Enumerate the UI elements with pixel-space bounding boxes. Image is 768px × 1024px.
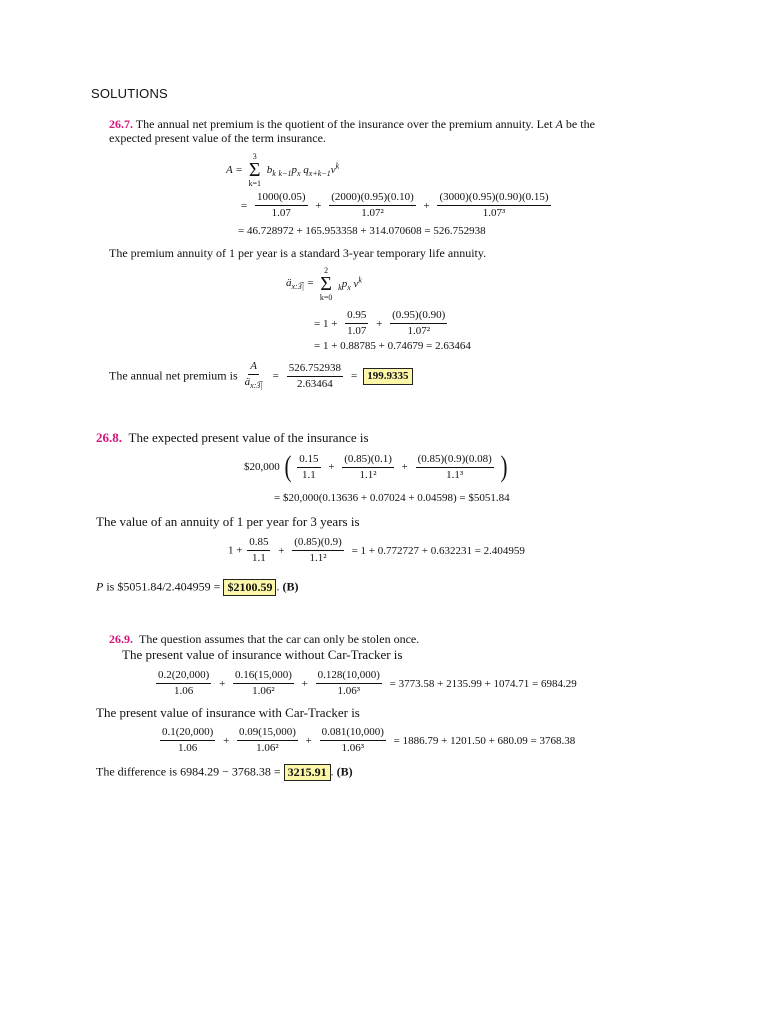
annuity-step1: = 1 + $\frac{0.95}{1.07}$ + $\frac{(0.95)(0.90)}{\text{1.07²}}$	[314, 309, 446, 337]
equation-without-car-tracker: $\frac{0.2(20,000)}{1.06}$ + $\frac{0.16(15,000)}{\text{1.06²}}$ + $\frac{0.128(10,000)}{\text{1.06³}}$ = 3773.58 + 2135.99 + 1074.71 = 6984.29	[158, 669, 577, 697]
intro-text: The annual net premium is the quotient of the insurance over the premium annuity. Let	[135, 117, 556, 131]
annuity-text: The premium annuity of 1 per year is a standard 3-year temporary life annuity.	[109, 246, 487, 260]
result-26-9: The difference is 6984.29 − 3768.38 = 3215.91 . (B)	[96, 764, 353, 779]
equation-26-7-step1: = $\frac{1000(0.05)}{1.07}$ + $\frac{(2000)(0.95)(0.10)}{\text{1.07²}}$ + $\frac{(3000)(0.95)(0.90)(0.15)}{\text{1.07³}}$	[241, 191, 549, 219]
annuity-symbol: $ä_{x:3̅|}$ =	[286, 276, 315, 292]
annuity-text-26-8: The value of an annuity of 1 per year for 3 years is	[96, 514, 360, 529]
lhs: A =	[226, 164, 243, 176]
page-title: SOLUTIONS	[91, 86, 168, 101]
answer-box-26-9: 3215.91	[284, 764, 331, 781]
equation-26-8-step1: $20,000 ( $\frac{0.15}{1.1}$ + $\frac{(0.85)(0.1)}{\text{1.1²}}$ + $\frac{(0.85)(0.9)(0.08)}{\text{1.1³}}$ )	[244, 450, 508, 483]
problem-26-7-intro-line2: expected present value of the term insurance.	[109, 131, 326, 145]
answer-choice: (B)	[282, 579, 299, 594]
summand: $_kp_x$ $v^k$	[338, 275, 362, 293]
annuity-equation-26-8: 1 + $\frac{0.85}{1.1}$ + $\frac{(0.85)(0.9)}{\text{1.1²}}$ = 1 + 0.772727 + 0.632231 = 2.404959	[228, 536, 525, 564]
problem-number: 26.8.	[96, 430, 122, 445]
problem-26-7-intro-line1	[109, 117, 595, 132]
summation-formula-a	[226, 152, 339, 188]
problem-26-9-intro-line1	[109, 632, 419, 647]
sum-operator: 3 Σ k=1	[248, 152, 261, 188]
equation-26-8-step2: = $20,000(0.13636 + 0.07024 + 0.04598) = $5051.84	[274, 492, 510, 504]
premium-result: The annual net premium is $\frac{A}{ä_{x:3̅|}}$ = $\frac{526.752938}{2.63464}$ = 199.9335	[109, 360, 413, 392]
annuity-summation	[286, 266, 362, 302]
problem-26-9-intro-line2: The present value of insurance without Car-Tracker is	[122, 647, 403, 662]
equation-with-car-tracker: $\frac{0.1(20,000)}{1.06}$ + $\frac{0.09(15,000)}{\text{1.06²}}$ + $\frac{0.081(10,000)}{\text{1.06³}}$ = 1886.79 + 1201.50 + 680.09 = 3768.38	[162, 726, 576, 754]
answer-box-26-8: $2100.59	[223, 579, 276, 596]
intro-text: be the	[562, 117, 595, 131]
answer-box-26-7: 199.9335	[363, 368, 412, 385]
answer-choice: (B)	[336, 764, 353, 779]
problem-number: 26.9.	[109, 632, 133, 646]
problem-number: 26.7.	[109, 117, 133, 131]
variable: A	[555, 117, 563, 131]
annuity-step2: = 1 + 0.88785 + 0.74679 = 2.63464	[314, 340, 471, 352]
with-car-tracker-text: The present value of insurance with Car-Tracker is	[96, 705, 360, 720]
intro-text: The question assumes that the car can only be stolen once.	[139, 632, 420, 646]
summand: $b_k$ $_{k-1}p_x$ $q_{x+k-1}v^k$	[266, 161, 340, 179]
sum-operator: 2 Σ k=0	[319, 266, 333, 302]
intro-text: The expected present value of the insurance is	[128, 430, 369, 445]
result-26-8: P is $5051.84/2.404959 = $2100.59 . (B)	[96, 579, 299, 594]
equation-26-7-step2: = 46.728972 + 165.953358 + 314.070608 = 526.752938	[238, 225, 486, 237]
problem-26-8-intro	[96, 430, 369, 446]
